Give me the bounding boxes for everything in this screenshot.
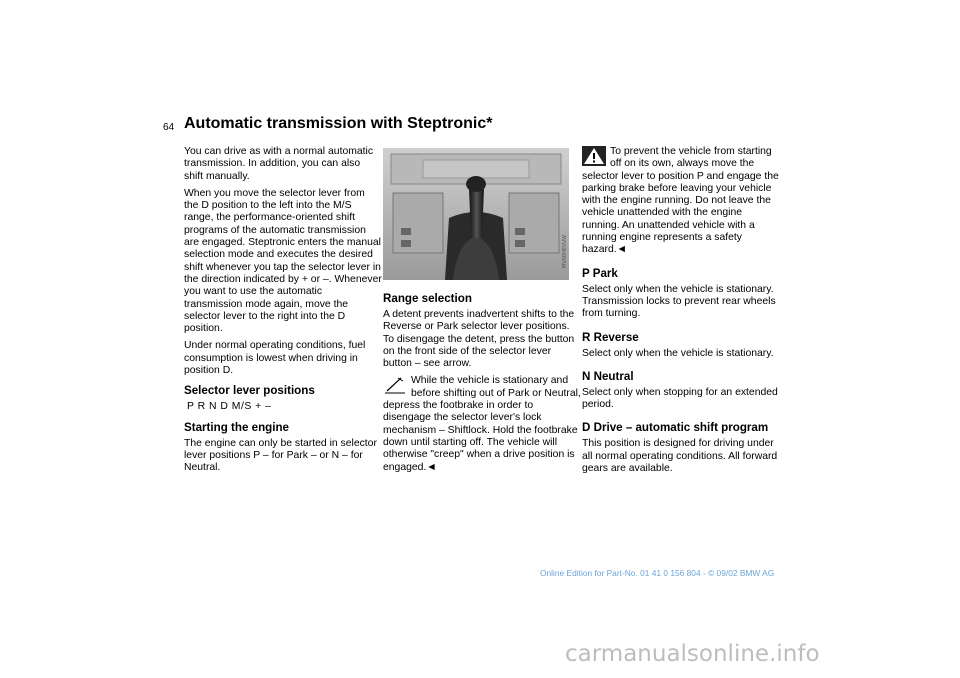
column-left bbox=[184, 146, 382, 480]
heading-park: P Park bbox=[582, 266, 618, 280]
intro-paragraph-2: When you move the selector lever from the D position to the left into the M/S range, the performance-oriented shift programs of the automatic transmission are engaged. Steptronic enters the manual selection mode and executes the desired shift whenever you tap the selector lever in the direction indicated by + or –. Whenever you want to use the automatic transmission mode again, move the selector lever to the right into the D position. bbox=[184, 187, 382, 335]
heading-reverse: R Reverse bbox=[582, 330, 639, 344]
warning-triangle-icon bbox=[582, 146, 606, 166]
end-mark: ◄ bbox=[426, 461, 437, 473]
selector-positions-list: P R N D M/S + – bbox=[187, 401, 272, 413]
note-text: While the vehicle is stationary and before shifting out of Park or Neutral, depress the footbrake in order to disengage the selector lever's lock mechanism – Shiftlock. Hold the footbrake down until starting off. The vehicle will otherwise "creep" when a drive position is engaged. bbox=[383, 375, 581, 473]
range-selection-text: A detent prevents inadvertent shifts to the Reverse or Park selector lever positions. To disengage the detent, press the button on the front side of the selector lever button – see arrow. bbox=[383, 309, 575, 370]
heading-neutral: N Neutral bbox=[582, 369, 634, 383]
photo-code: MV00HEVUW bbox=[562, 234, 568, 268]
note-box bbox=[383, 375, 581, 473]
page-title: Automatic transmission with Steptronic* bbox=[184, 115, 493, 132]
footer-edition: Online Edition for Part-No. 01 41 0 156 804 - © 09/02 BMW AG bbox=[540, 568, 775, 578]
column-middle bbox=[383, 146, 581, 474]
page-number: 64 bbox=[163, 122, 175, 133]
warning-box bbox=[582, 146, 780, 257]
heading-selector-positions: Selector lever positions bbox=[184, 384, 315, 398]
heading-range-selection: Range selection bbox=[383, 292, 472, 305]
note-pen-icon bbox=[383, 375, 407, 395]
park-text: Select only when the vehicle is stationary. Transmission locks to prevent rear wheels from turning. bbox=[582, 283, 776, 320]
heading-drive: D Drive – automatic shift program bbox=[582, 421, 769, 435]
reverse-text: Select only when the vehicle is stationary. bbox=[582, 347, 774, 359]
end-mark: ◄ bbox=[616, 244, 627, 256]
warning-text: To prevent the vehicle from starting off on its own, always move the selector lever to position P and engage the parking brake before leaving your vehicle with the engine running. Do not leave the vehicle unattended with the engine running. An unattended vehicle with a running engine represents a safety hazard. bbox=[582, 146, 779, 256]
drive-text: This position is designed for driving under all normal operating conditions. All forward gears are available. bbox=[582, 438, 778, 475]
starting-engine-text: The engine can only be started in selector lever positions P – for Park – or N – for Neutral. bbox=[184, 437, 377, 474]
watermark: carmanualsonline.info bbox=[565, 641, 820, 667]
heading-starting-engine: Starting the engine bbox=[184, 420, 289, 434]
intro-paragraph-1: You can drive as with a normal automatic transmission. In addition, you can also shift manually. bbox=[184, 146, 374, 182]
intro-paragraph-3: Under normal operating conditions, fuel consumption is lowest when driving in position D. bbox=[184, 340, 366, 377]
column-right bbox=[582, 146, 780, 480]
neutral-text: Select only when stopping for an extended period. bbox=[582, 386, 778, 411]
gear-selector-photo bbox=[383, 148, 569, 280]
